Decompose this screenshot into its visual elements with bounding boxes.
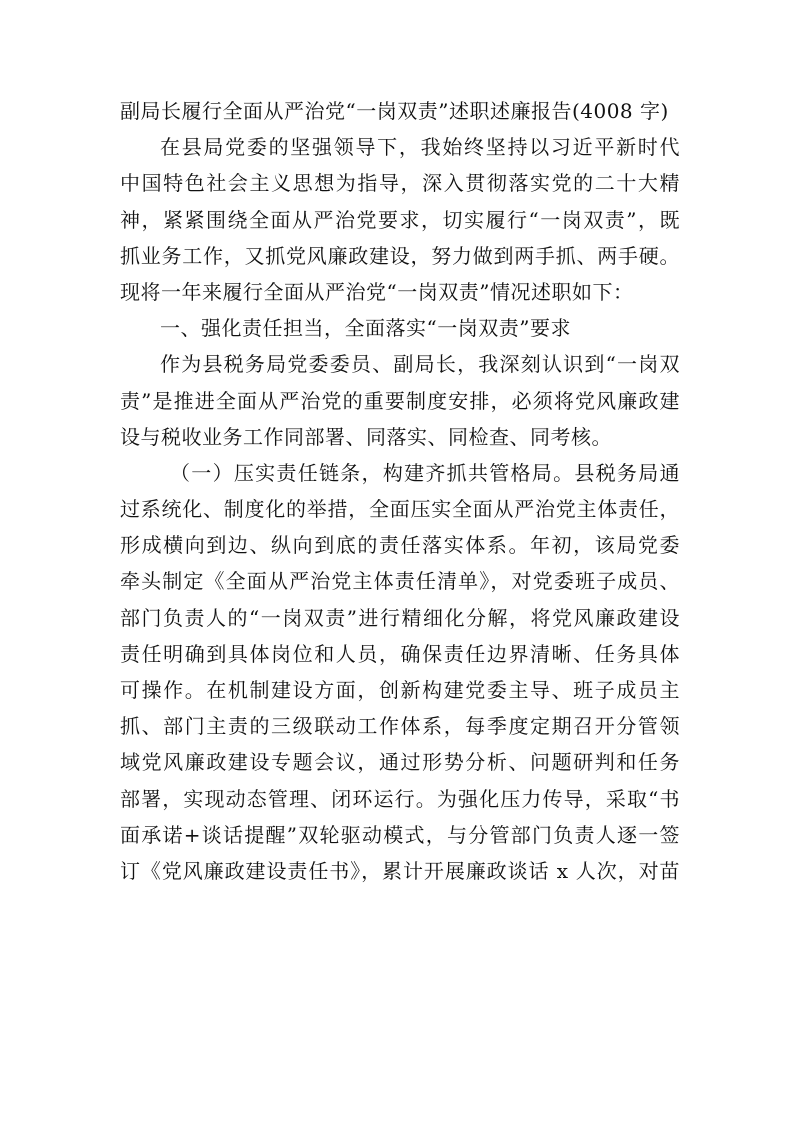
document-title: 副局长履行全面从严治党“一岗双责”述职述廉报告(4008 字) — [120, 99, 669, 123]
document-body — [120, 93, 680, 889]
paragraph-line: 牵头制定《全面从严治党主体责任清单》，对党委班子成员、 — [120, 569, 680, 594]
paragraph-line: 责任明确到具体岗位和人员，确保责任边界清晰、任务具体 — [120, 641, 680, 666]
paragraph-line: 抓、部门主责的三级联动工作体系，每季度定期召开分管领 — [120, 714, 680, 739]
paragraph-line: 过系统化、制度化的举措，全面压实全面从严治党主体责任， — [120, 497, 680, 522]
paragraph-line: 部门负责人的“一岗双责”进行精细化分解，将党风廉政建设 — [120, 605, 680, 630]
paragraph-line: 部署，实现动态管理、闭环运行。为强化压力传导，采取“书 — [120, 786, 680, 811]
paragraph-line: 中国特色社会主义思想为指导，深入贯彻落实党的二十大精 — [120, 171, 680, 196]
paragraph-line: 域党风廉政建设专题会议，通过形势分析、问题研判和任务 — [120, 750, 680, 775]
paragraph-line: 神，紧紧围绕全面从严治党要求，切实履行“一岗双责”，既 — [120, 207, 680, 232]
paragraph-line: 责”是推进全面从严治党的重要制度安排，必须将党风廉政建 — [120, 388, 680, 413]
paragraph-line: 在县局党委的坚强领导下，我始终坚持以习近平新时代 — [160, 135, 680, 160]
paragraph-line: 可操作。在机制建设方面，创新构建党委主导、班子成员主 — [120, 678, 680, 702]
paragraph-line: 现将一年来履行全面从严治党“一岗双责”情况述职如下： — [120, 279, 634, 304]
paragraph-line: 抓业务工作，又抓党风廉政建设，努力做到两手抓、两手硬。 — [120, 243, 680, 268]
subsection-line: （一）压实责任链条，构建齐抓共管格局。县税务局通 — [170, 460, 680, 485]
section-heading: 一、强化责任担当，全面落实“一岗双责”要求 — [160, 316, 571, 341]
paragraph-line: 作为县税务局党委委员、副局长，我深刻认识到“一岗双 — [160, 352, 680, 377]
paragraph-line: 设与税收业务工作同部署、同落实、同检查、同考核。 — [120, 424, 612, 449]
paragraph-line: 面承诺+谈话提醒”双轮驱动模式，与分管部门负责人逐一签 — [120, 822, 680, 847]
paragraph-line: 形成横向到边、纵向到底的责任落实体系。年初，该局党委 — [120, 533, 680, 558]
paragraph-line: 订《党风廉政建设责任书》，累计开展廉政谈话 x 人次，对苗 — [120, 858, 680, 883]
